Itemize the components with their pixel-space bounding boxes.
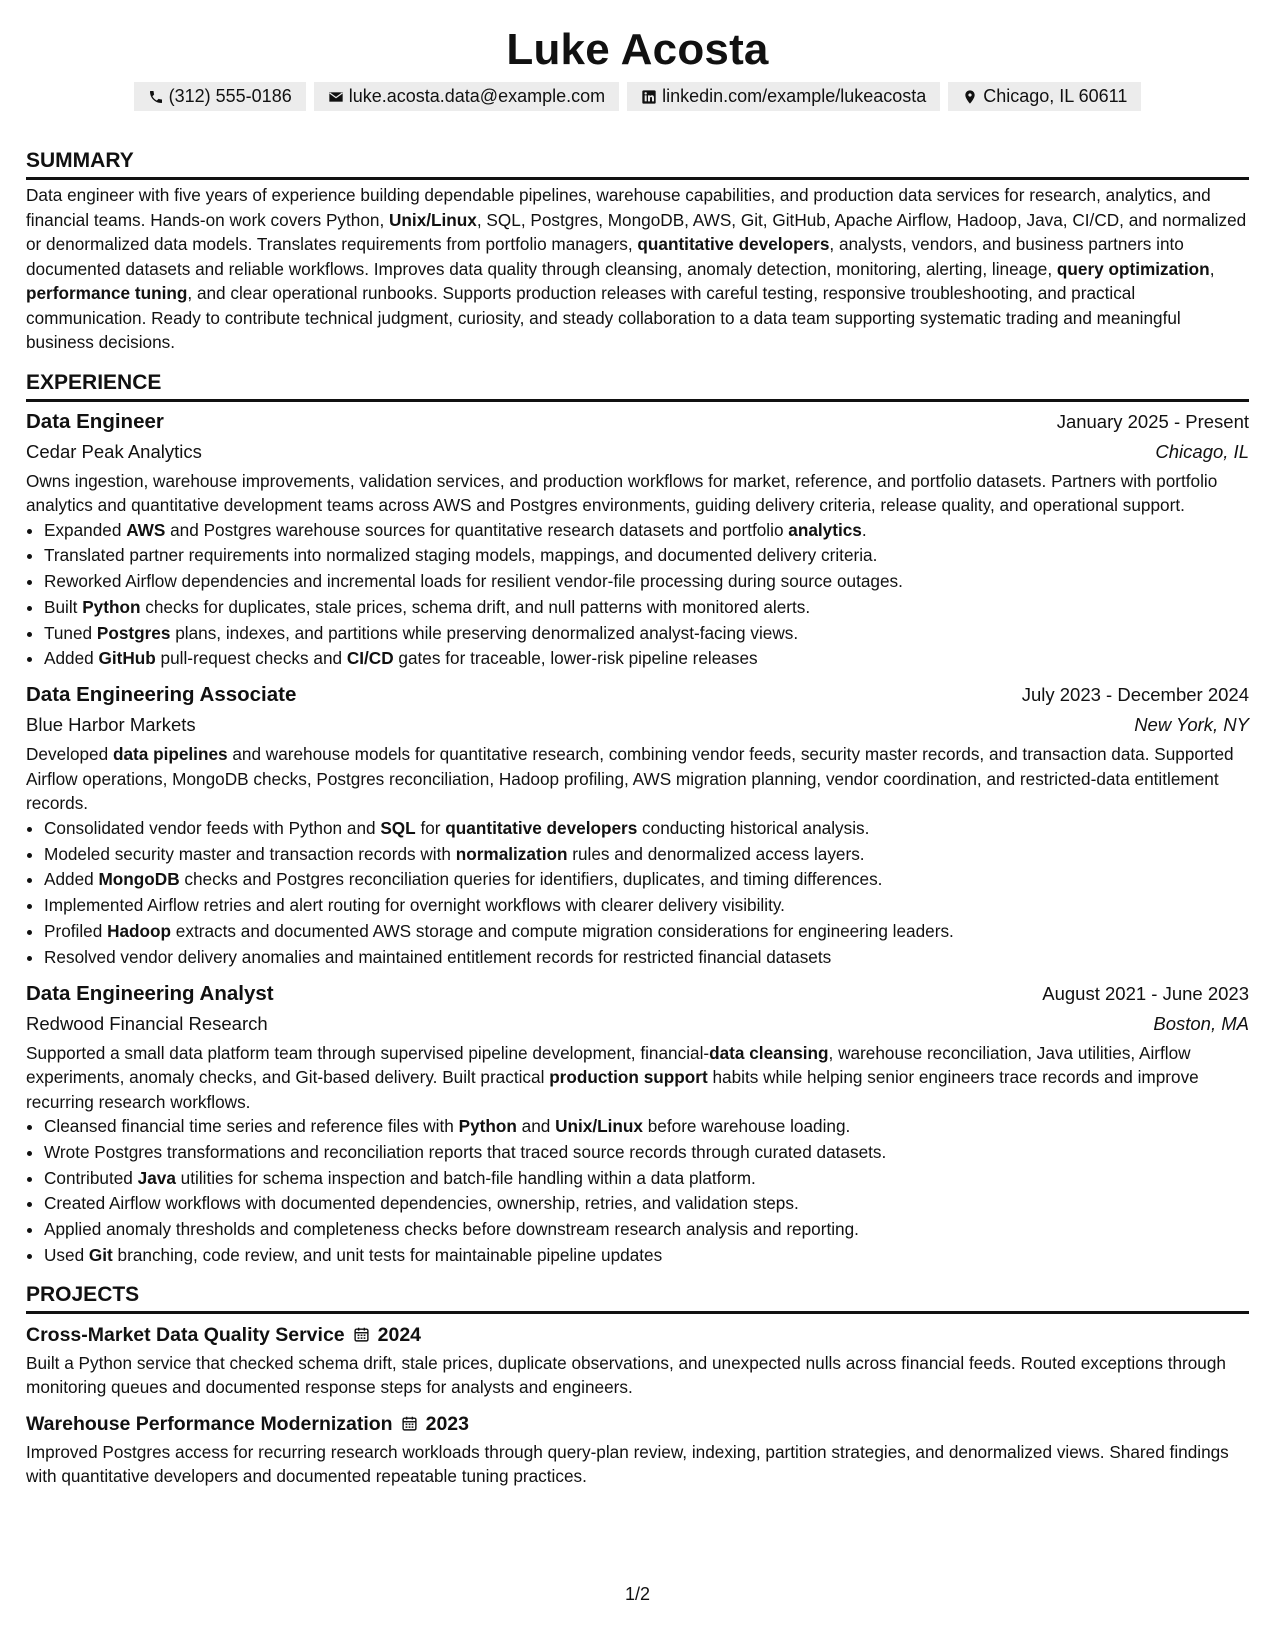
job-entry: [26, 980, 1249, 1269]
job-title: Data Engineering Analyst: [26, 981, 274, 1005]
job-header: [26, 681, 1249, 709]
job-dates: January 2025 - Present: [1056, 410, 1249, 432]
map-pin-icon: [962, 89, 978, 105]
bullet-item: • Contributed Java utilities for schema inspection and batch-file handling within a data platform.: [44, 1166, 1249, 1192]
bold-term: Postgres: [96, 622, 171, 643]
bullet-item: • Tuned Postgres plans, indexes, and partitions while preserving denormalized analyst-facing views.: [44, 621, 1249, 647]
phone-text: (312) 555-0186: [168, 86, 292, 106]
bold-term: Unix/Linux: [389, 209, 477, 230]
job-location: Chicago, IL: [1155, 440, 1249, 462]
project-description: Built a Python service that checked schema drift, stale prices, duplicate observations, and unexpected nulls across financial feeds. Routed exceptions through monitoring queues and documented response steps for analysts and engineers.: [26, 1352, 1226, 1398]
job-entry: [26, 408, 1249, 673]
calendar-icon: [401, 1415, 418, 1432]
job-bullets: [26, 1114, 1249, 1269]
bold-term: MongoDB: [98, 869, 180, 890]
bullet-item: • Wrote Postgres transformations and reconciliation reports that traced source records through curated datasets.: [44, 1140, 1249, 1166]
bullet-item: • Built Python checks for duplicates, stale prices, schema drift, and null patterns with monitored alerts.: [44, 595, 1249, 621]
job-bullets: [26, 816, 1249, 971]
job-list: [26, 408, 1249, 1269]
job-subheader: [26, 711, 1249, 739]
bullet-item: • Used Git branching, code review, and unit tests for maintainable pipeline updates: [44, 1243, 1249, 1269]
job-subheader: [26, 438, 1249, 466]
bullet-item: • Translated partner requirements into normalized staging models, mappings, and documented delivery criteria.: [44, 543, 1249, 569]
project-entry: [26, 1321, 1249, 1400]
bold-term: Hadoop: [107, 920, 172, 941]
bold-term: GitHub: [98, 648, 156, 669]
project-header: [26, 1321, 1249, 1349]
bullet-item: • Reworked Airflow dependencies and incremental loads for resilient vendor-file processing during source outages.: [44, 569, 1249, 595]
bullet-item: • Created Airflow workflows with documented dependencies, ownership, retries, and validation steps.: [44, 1191, 1249, 1217]
bold-term: analytics: [788, 519, 862, 540]
job-dates: July 2023 - December 2024: [1021, 684, 1249, 706]
job-summary: Owns ingestion, warehouse improvements, validation services, and production workflows for market, reference, and portfolio datasets. Partners with portfolio analytics and quantitative development teams across AWS and Postgres environments, guiding delivery criteria, release quality, and operational support.: [26, 470, 1218, 515]
bold-term: data pipelines: [112, 744, 228, 765]
contact-location: [948, 82, 1141, 111]
bold-term: AWS: [126, 519, 166, 540]
linkedin-text: linkedin.com/example/lukeacosta: [662, 86, 927, 106]
phone-icon: [148, 89, 164, 105]
projects-heading: PROJECTS: [26, 1281, 1249, 1314]
bold-term: quantitative developers: [445, 817, 638, 838]
job-bullets: [26, 518, 1249, 673]
contact-bar: [26, 82, 1249, 111]
job-location: New York, NY: [1134, 714, 1249, 736]
job-dates: August 2021 - June 2023: [1042, 982, 1249, 1004]
bullet-item: • Profiled Hadoop extracts and documented AWS storage and compute migration considerations for engineering leaders.: [44, 919, 1249, 945]
bold-term: data cleansing: [709, 1042, 829, 1063]
project-description: Improved Postgres access for recurring research workloads through query-plan review, indexing, partition strategies, and denormalized views. Shared findings with quantitative developers and documented repeatable tuning practices.: [26, 1441, 1229, 1487]
project-entry: [26, 1410, 1249, 1489]
job-summary: Developed data pipelines and warehouse models for quantitative research, combining vendor feeds, security master records, and transaction data. Supported Airflow operations, MongoDB checks, Postgres reconciliation, Hadoop profiling, AWS migration planning, vendor coordination, and restricted-data entitlement records.: [26, 744, 1234, 814]
job-summary: Supported a small data platform team through supervised pipeline development, financial-data cleansing, warehouse reconciliation, Java utilities, Airflow experiments, anomaly checks, and Git-based delivery. Built practical production support habits while helping senior engineers trace records and improve recurring research workflows.: [26, 1042, 1199, 1112]
bullet-item: • Applied anomaly thresholds and completeness checks before downstream research analysis and reporting.: [44, 1217, 1249, 1243]
location-text: Chicago, IL 60611: [983, 86, 1128, 106]
bullet-item: • Cleansed financial time series and reference files with Python and Unix/Linux before warehouse loading.: [44, 1114, 1249, 1140]
summary-section: [26, 147, 1249, 355]
bold-term: Java: [137, 1167, 176, 1188]
project-title: Cross-Market Data Quality Service: [26, 1323, 345, 1346]
job-company: Redwood Financial Research: [26, 1012, 268, 1034]
job-title: Data Engineering Associate: [26, 683, 297, 707]
project-year: 2023: [425, 1412, 469, 1435]
summary-heading: SUMMARY: [26, 147, 1249, 180]
projects-section: [26, 1281, 1249, 1489]
linkedin-icon: [641, 89, 657, 105]
experience-section: [26, 369, 1249, 1269]
job-company: Blue Harbor Markets: [26, 714, 196, 736]
project-list: [26, 1321, 1249, 1489]
bullet-item: • Added MongoDB checks and Postgres reconciliation queries for identifiers, duplicates, and timing differences.: [44, 867, 1249, 893]
bold-term: query optimization: [1056, 258, 1210, 279]
contact-phone[interactable]: [134, 82, 306, 111]
bold-term: production support: [549, 1067, 708, 1088]
bullet-item: • Implemented Airflow retries and alert routing for overnight workflows with clearer delivery visibility.: [44, 893, 1249, 919]
bold-term: performance tuning: [26, 283, 188, 303]
job-subheader: [26, 1010, 1249, 1038]
bold-term: Python: [458, 1116, 517, 1137]
job-header: [26, 980, 1249, 1008]
bold-term: normalization: [455, 843, 568, 864]
experience-heading: EXPERIENCE: [26, 369, 1249, 402]
bullet-item: • Added GitHub pull-request checks and CI/CD gates for traceable, lower-risk pipeline releases: [44, 646, 1249, 672]
bullet-item: • Expanded AWS and Postgres warehouse sources for quantitative research datasets and portfolio analytics.: [44, 518, 1249, 544]
bold-term: Unix/Linux: [555, 1116, 643, 1137]
job-company: Cedar Peak Analytics: [26, 440, 202, 462]
summary-text: Data engineer with five years of experience building dependable pipelines, warehouse capabilities, and production data services for research, analytics, and financial teams. Hands-on work covers Python, Unix/Linux, SQL, Postgres, MongoDB, AWS, Git, GitHub, Apache Airflow, Hadoop, Java, CI/CD, and normalized or denormalized data models. Translates requirements from portfolio managers, quantitative developers, analysts, vendors, and business partners into documented datasets and reliable workflows. Improves data quality through cleansing, anomaly detection, monitoring, alerting, lineage, query optimization, performance tuning, and clear operational runbooks. Supports production releases with careful testing, responsive troubleshooting, and practical communication. Ready to contribute technical judgment, curiosity, and steady collaboration to a data team supporting systematic trading and meaningful business decisions.: [26, 185, 1247, 352]
candidate-name: Luke Acosta: [506, 25, 769, 74]
email-text: luke.acosta.data@example.com: [348, 86, 606, 106]
bold-term: Git: [88, 1245, 113, 1266]
bold-term: SQL: [380, 817, 416, 838]
job-entry: [26, 681, 1249, 970]
calendar-icon-wrap: [401, 1415, 418, 1432]
bold-term: CI/CD: [346, 648, 394, 669]
contact-linkedin[interactable]: [627, 82, 940, 111]
job-title: Data Engineer: [26, 409, 164, 433]
bullet-item: • Modeled security master and transaction records with normalization rules and denormalized access layers.: [44, 842, 1249, 868]
bold-term: quantitative developers: [637, 234, 830, 254]
job-header: [26, 408, 1249, 436]
page-number: 1/2: [624, 1584, 651, 1604]
project-title: Warehouse Performance Modernization: [26, 1412, 393, 1435]
project-header: [26, 1410, 1249, 1438]
bullet-item: • Consolidated vendor feeds with Python and SQL for quantitative developers conducting historical analysis.: [44, 816, 1249, 842]
bold-term: Python: [82, 596, 141, 617]
project-year: 2024: [377, 1323, 422, 1346]
bullet-item: • Resolved vendor delivery anomalies and maintained entitlement records for restricted financial datasets: [44, 945, 1249, 971]
contact-email[interactable]: [314, 82, 619, 111]
envelope-icon: [328, 89, 344, 105]
calendar-icon-wrap: [353, 1326, 370, 1343]
calendar-icon: [353, 1326, 370, 1343]
job-location: Boston, MA: [1153, 1012, 1249, 1034]
